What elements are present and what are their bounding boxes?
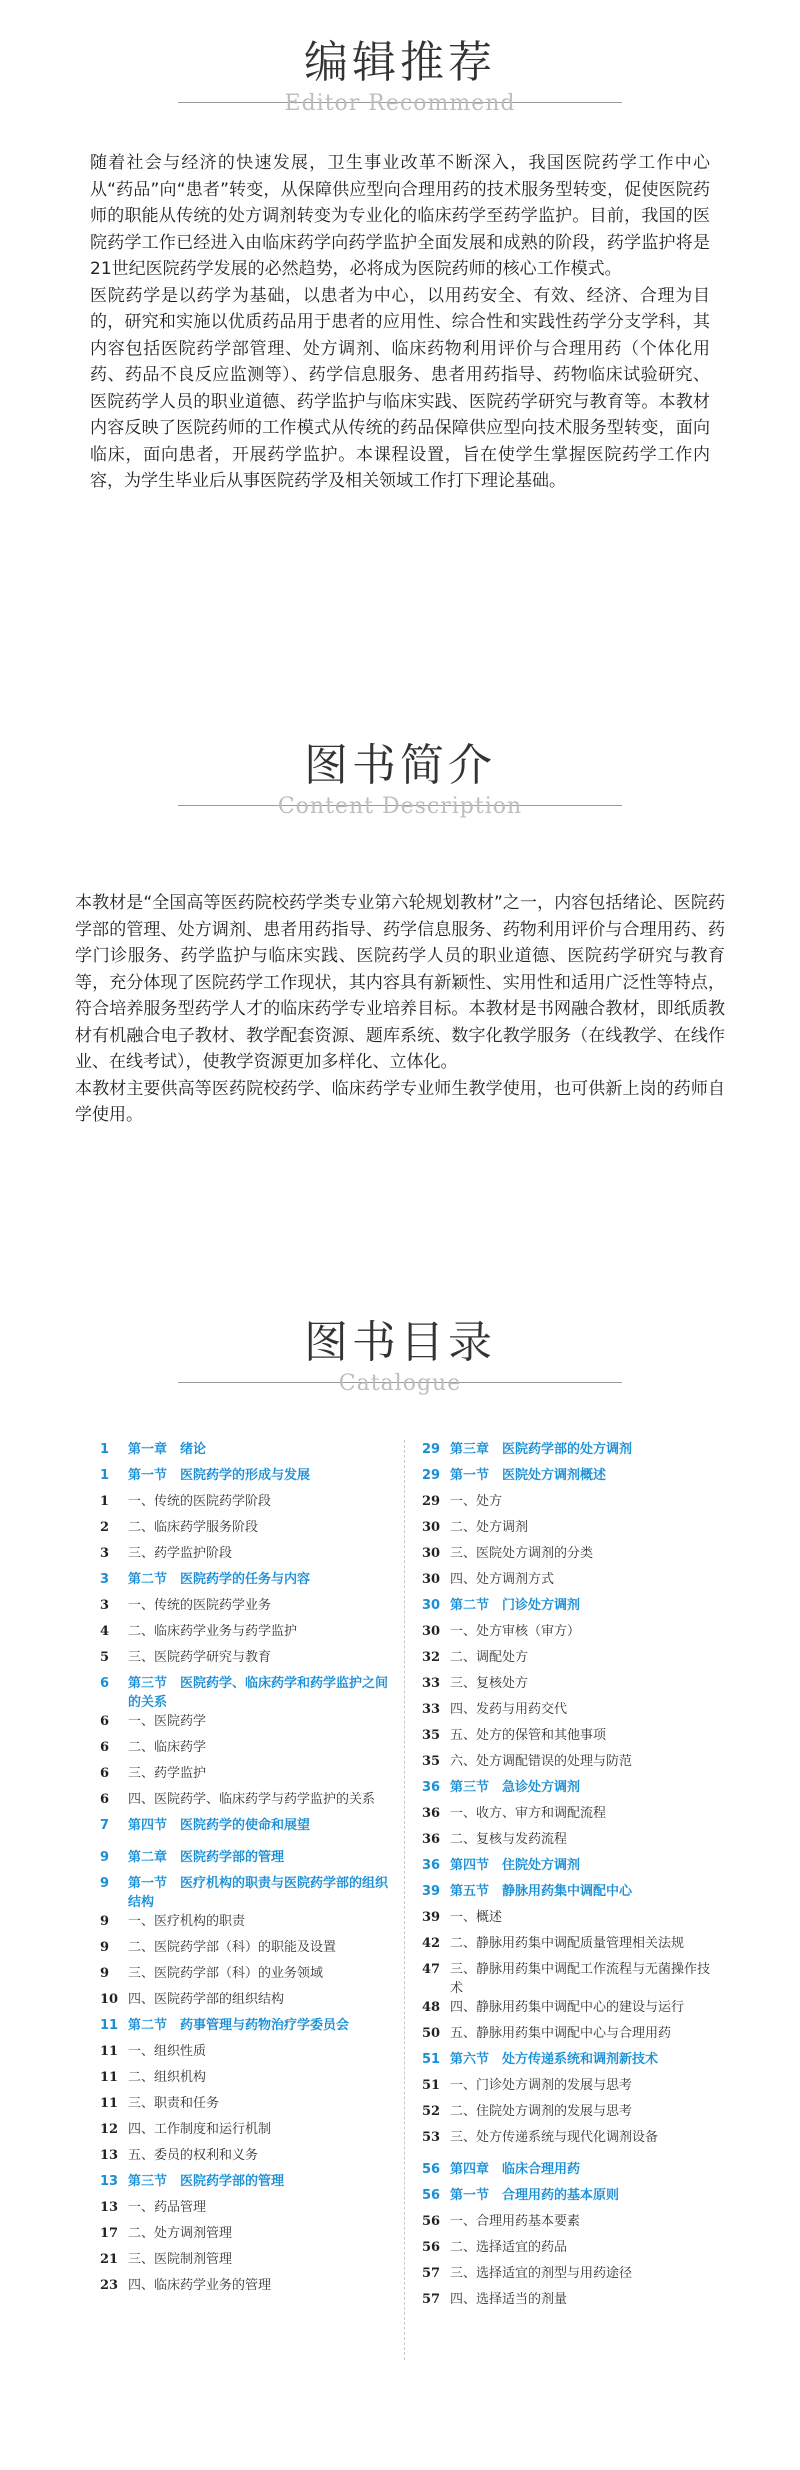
toc-entry [412,1882,712,1908]
toc-entry-title: 第二节 门诊处方调剂 [450,1598,581,1613]
editor-recommend-subtitle: Editor Recommend [284,91,516,116]
toc-entry-title: 五、委员的权利和义务 [128,2148,259,2163]
toc-entry [90,2198,390,2224]
toc-page-number: 17 [100,2226,119,2241]
toc-page-number: 30 [422,1546,441,1561]
toc-page-number: 1 [100,1442,110,1457]
toc-page-number: 36 [422,1832,441,1847]
toc-page-number: 53 [422,2130,441,2145]
toc-page-number: 48 [422,2000,441,2015]
toc-page-number: 33 [422,1676,441,1691]
toc-entry-title: 一、传统的医院药学阶段 [128,1494,272,1509]
toc-entry [412,1544,712,1570]
toc-page-number: 29 [422,1442,441,1457]
toc-entry [412,1674,712,1700]
toc-page-number: 6 [100,1792,110,1807]
toc-entry [412,1726,712,1752]
toc-entry-title: 四、医院药学部的组织结构 [128,1992,285,2007]
content-description-header [0,738,800,820]
toc-page-number: 9 [100,1850,110,1865]
toc-page-number: 4 [100,1624,110,1639]
toc-page-number: 6 [100,1766,110,1781]
toc-page-number: 11 [100,2070,119,2085]
toc-entry-title: 三、静脉用药集中调配工作流程与无菌操作技术 [450,1962,711,1996]
toc-entry-title: 一、药品管理 [128,2200,207,2215]
toc-entry [412,1570,712,1596]
toc-entry [412,1622,712,1648]
toc-entry [90,1622,390,1648]
catalogue-header [0,1315,800,1397]
toc-page-number: 9 [100,1876,110,1891]
paragraph: 本教材主要供高等医药院校药学、临床药学专业师生教学使用，也可供新上岗的药师自学使用。 [75,1078,725,1125]
toc-entry [90,1492,390,1518]
toc-entry [412,2264,712,2290]
toc-page-number: 1 [100,1468,110,1483]
toc-entry-title: 第三节 医院药学部的管理 [128,2174,285,2189]
toc-entry [90,1674,390,1712]
toc-page-number: 30 [422,1598,441,1613]
toc-entry-title: 五、处方的保管和其他事项 [450,1728,607,1743]
catalogue-subtitle: Catalogue [338,1371,462,1396]
content-description-subtitle: Content Description [277,794,523,819]
toc-entry-title: 第四节 住院处方调剂 [450,1858,581,1873]
toc-page-number: 47 [422,1962,441,1977]
toc-entry-title: 三、医院制剂管理 [128,2252,233,2267]
toc-entry-title: 四、静脉用药集中调配中心的建设与运行 [450,2000,685,2015]
toc-entry-title: 一、医院药学 [128,1714,207,1729]
toc-entry [90,1738,390,1764]
toc-entry-title: 第二章 医院药学部的管理 [128,1850,285,1865]
toc-entry-title: 一、组织性质 [128,2044,207,2059]
toc-entry [412,2050,712,2076]
toc-entry-title: 一、医疗机构的职责 [128,1914,246,1929]
toc-page-number: 6 [100,1714,110,1729]
toc-entry [90,2224,390,2250]
toc-entry-title: 第四节 医院药学的使命和展望 [128,1818,311,1833]
content-description-title: 图书简介 [304,740,496,791]
toc-entry [90,2250,390,2276]
toc-entry [412,2102,712,2128]
toc-page-number: 30 [422,1572,441,1587]
toc-page-number: 42 [422,1936,441,1951]
toc-entry-title: 二、处方调剂 [450,1520,529,1535]
toc-entry [412,1700,712,1726]
toc-entry [412,1518,712,1544]
toc-entry [90,1790,390,1816]
toc-column-divider [404,1440,405,2360]
toc-entry-title: 第一节 医院处方调剂概述 [450,1468,607,1483]
toc-entry [90,1912,390,1938]
toc-entry-title: 二、住院处方调剂的发展与思考 [450,2104,633,2119]
toc-entry [412,1908,712,1934]
toc-page-number: 12 [100,2122,119,2137]
editor-recommend-header [0,35,800,117]
toc-entry [412,1492,712,1518]
toc-page-number: 52 [422,2104,441,2119]
toc-entry-title: 第一节 医疗机构的职责与医院药学部的组织结构 [128,1876,389,1910]
toc-entry [90,2094,390,2120]
toc-entry [90,1816,390,1842]
toc-page-number: 5 [100,1650,110,1665]
toc-entry-title: 第三章 医院药学部的处方调剂 [450,1442,633,1457]
toc-page-number: 6 [100,1740,110,1755]
toc-entry [412,1830,712,1856]
toc-page-number: 51 [422,2052,441,2067]
toc-page-number: 51 [422,2078,441,2093]
toc-page-number: 33 [422,1702,441,1717]
toc-page-number: 36 [422,1806,441,1821]
toc-entry [90,1466,390,1492]
toc-page-number: 35 [422,1754,441,1769]
toc-entry [412,2160,712,2186]
toc-page-number: 3 [100,1598,110,1613]
toc-entry [90,1964,390,1990]
toc-entry [90,2172,390,2198]
toc-entry-title: 第一章 绪论 [128,1442,207,1457]
toc-entry-title: 第三节 医院药学、临床药学和药学监护之间的关系 [128,1676,389,1710]
paragraph: 本教材是“全国高等医药院校药学类专业第六轮规划教材”之一，内容包括绪论、医院药学部的管理、处方调剂、患者用药指导、药学信息服务、药物利用评价与合理用药、药学门诊服务、药学监护与临床实践、医院药学人员的职业道德、医院药学研究与教育等，充分体现了医院药学工作现状，其内容具有新颖性、实用性和适用广泛性等特点，符合培养服务型药学人才的临床药学专业培养目标。本教材是书网融合教材，即纸质教材有机融合电子教材、教学配套资源、题库系统、数字化教学服务（在线教学、在线作业、在线考试），使教学资源更加多样化、立体化。 [75,893,725,1072]
toc-page-number: 35 [422,1728,441,1743]
toc-page-number: 11 [100,2044,119,2059]
toc-entry [90,1712,390,1738]
toc-entry-title: 一、处方 [450,1494,503,1509]
toc-page-number: 23 [100,2278,119,2293]
toc-page-number: 56 [422,2188,441,2203]
toc-entry-title: 二、组织机构 [128,2070,207,2085]
toc-entry [90,1518,390,1544]
toc-entry-title: 第六节 处方传递系统和调剂新技术 [450,2052,659,2067]
toc-entry [412,1804,712,1830]
toc-entry-title: 三、复核处方 [450,1676,529,1691]
toc-page-number: 39 [422,1884,441,1899]
toc-entry [412,1466,712,1492]
toc-entry [90,2068,390,2094]
toc-page-number: 3 [100,1546,110,1561]
paragraph: 医院药学是以药学为基础，以患者为中心，以用药安全、有效、经济、合理为目的，研究和实施以优质药品用于患者的应用性、综合性和实践性药学分支学科，其内容包括医院药学部管理、处方调剂、临床药物利用评价与合理用药（个体化用药、药品不良反应监测等）、药学信息服务、患者用药指导、药物临床试验研究、医院药学人员的职业道德、药学监护与临床实践、医院药学研究与教育等。本教材内容反映了医院药师的工作模式从传统的药品保障供应型向技术服务型转变，面向临床，面向患者，开展药学监护。本课程设置，旨在使学生掌握医院药学工作内容，为学生毕业后从事医院药学及相关领域工作打下理论基础。 [90,285,710,491]
toc-entry-title: 四、临床药学业务的管理 [128,2278,272,2293]
toc-entry-title: 二、医院药学部（科）的职能及设置 [128,1940,337,1955]
toc-page-number: 3 [100,1572,110,1587]
toc-entry-title: 二、静脉用药集中调配质量管理相关法规 [450,1936,685,1951]
toc-entry-title: 一、处方审核（审方） [450,1624,581,1639]
toc-entry [90,2016,390,2042]
toc-entry [412,1856,712,1882]
toc-entry-title: 第四章 临床合理用药 [450,2162,581,2177]
toc-page-number: 11 [100,2018,119,2033]
toc-entry [90,2146,390,2172]
toc-page-number: 13 [100,2200,119,2215]
toc-page-number: 11 [100,2096,119,2111]
toc-right-column [412,1440,712,2316]
toc-entry [412,2128,712,2154]
toc-entry-title: 一、传统的医院药学业务 [128,1598,272,1613]
toc-page-number: 50 [422,2026,441,2041]
toc-page-number: 6 [100,1676,110,1691]
toc-entry-title: 一、合理用药基本要素 [450,2214,581,2229]
toc-page-number: 29 [422,1468,441,1483]
toc-entry [412,2212,712,2238]
toc-entry [412,2076,712,2102]
toc-entry-title: 二、临床药学服务阶段 [128,1520,259,1535]
toc-page-number: 10 [100,1992,119,2007]
toc-entry [412,1960,712,1998]
toc-entry-title: 二、复核与发药流程 [450,1832,568,1847]
toc-page-number: 29 [422,1494,441,1509]
toc-page-number: 9 [100,1940,110,1955]
toc-left-column [90,1440,390,2302]
editor-recommend-body [90,150,710,495]
toc-page-number: 39 [422,1910,441,1925]
toc-entry [412,1934,712,1960]
paragraph: 随着社会与经济的快速发展，卫生事业改革不断深入，我国医院药学工作中心从“药品”向“患者”转变，从保障供应型向合理用药的技术服务型转变，促使医院药师的职能从传统的处方调剂转变为专业化的临床药学至药学监护。目前，我国的医院药学工作已经进入由临床药学向药学监护全面发展和成熟的阶段，药学监护将是21世纪医院药学发展的必然趋势，必将成为医院药师的核心工作模式。 [90,153,710,279]
toc-entry-title: 四、选择适当的剂量 [450,2292,568,2307]
toc-entry-title: 四、医院药学、临床药学与药学监护的关系 [128,1792,376,1807]
toc-page-number: 9 [100,1914,110,1929]
toc-entry-title: 四、工作制度和运行机制 [128,2122,272,2137]
toc-entry [412,1778,712,1804]
toc-page-number: 32 [422,1650,441,1665]
toc-entry-title: 第二节 药事管理与药物治疗学委员会 [128,2018,350,2033]
toc-entry-title: 三、职责和任务 [128,2096,220,2111]
toc-entry [412,1752,712,1778]
toc-entry [412,1648,712,1674]
content-description-body [75,890,725,1129]
toc-entry-title: 五、静脉用药集中调配中心与合理用药 [450,2026,672,2041]
toc-page-number: 9 [100,1966,110,1981]
editor-recommend-title: 编辑推荐 [304,37,496,88]
toc-entry [90,1440,390,1466]
toc-entry [412,2024,712,2050]
toc-entry [412,2186,712,2212]
toc-page-number: 2 [100,1520,110,1535]
toc-page-number: 7 [100,1818,110,1833]
catalogue-title: 图书目录 [304,1317,496,1368]
toc-entry [90,2120,390,2146]
toc-entry [90,1874,390,1912]
toc-entry [90,1570,390,1596]
toc-entry [90,1544,390,1570]
toc-entry [412,1596,712,1622]
toc-entry [90,1596,390,1622]
toc-entry-title: 四、发药与用药交代 [450,1702,568,1717]
toc-entry-title: 第一节 合理用药的基本原则 [450,2188,620,2203]
toc-page-number: 30 [422,1520,441,1535]
toc-page-number: 36 [422,1780,441,1795]
toc-entry-title: 三、药学监护阶段 [128,1546,233,1561]
toc-entry [90,2042,390,2068]
toc-entry-title: 一、概述 [450,1910,503,1925]
toc-entry-title: 一、门诊处方调剂的发展与思考 [450,2078,633,2093]
toc-entry-title: 二、处方调剂管理 [128,2226,233,2241]
toc-entry-title: 一、收方、审方和调配流程 [450,1806,607,1821]
toc-entry-title: 四、处方调剂方式 [450,1572,555,1587]
toc-entry [90,1990,390,2016]
toc-entry [412,1440,712,1466]
toc-entry-title: 六、处方调配错误的处理与防范 [450,1754,633,1769]
toc-entry-title: 三、选择适宜的剂型与用药途径 [450,2266,633,2281]
toc-entry [90,1648,390,1674]
toc-page-number: 57 [422,2292,441,2307]
toc-entry-title: 三、医院药学部（科）的业务领域 [128,1966,324,1981]
toc-entry [412,2238,712,2264]
toc-entry-title: 三、药学监护 [128,1766,207,1781]
toc-page-number: 13 [100,2148,119,2163]
toc-entry-title: 第五节 静脉用药集中调配中心 [450,1884,633,1899]
toc-entry-title: 二、临床药学业务与药学监护 [128,1624,298,1639]
toc-page-number: 56 [422,2214,441,2229]
toc-entry [90,1938,390,1964]
toc-entry-title: 三、医院药学研究与教育 [128,1650,272,1665]
toc-entry-title: 二、临床药学 [128,1740,207,1755]
toc-entry-title: 第二节 医院药学的任务与内容 [128,1572,311,1587]
toc-page-number: 30 [422,1624,441,1639]
toc-page-number: 1 [100,1494,110,1509]
toc-entry-title: 第三节 急诊处方调剂 [450,1780,581,1795]
toc-entry [412,1998,712,2024]
toc-entry-title: 二、调配处方 [450,1650,529,1665]
toc-page-number: 56 [422,2162,441,2177]
toc-entry-title: 二、选择适宜的药品 [450,2240,568,2255]
toc-entry-title: 三、医院处方调剂的分类 [450,1546,594,1561]
toc-entry [90,1848,390,1874]
toc-page-number: 57 [422,2266,441,2281]
toc-page-number: 13 [100,2174,119,2189]
toc-entry-title: 第一节 医院药学的形成与发展 [128,1468,311,1483]
toc-page-number: 36 [422,1858,441,1873]
toc-page-number: 56 [422,2240,441,2255]
toc-entry [412,2290,712,2316]
toc-page-number: 21 [100,2252,119,2267]
toc-entry [90,1764,390,1790]
toc-entry [90,2276,390,2302]
toc-entry-title: 三、处方传递系统与现代化调剂设备 [450,2130,659,2145]
